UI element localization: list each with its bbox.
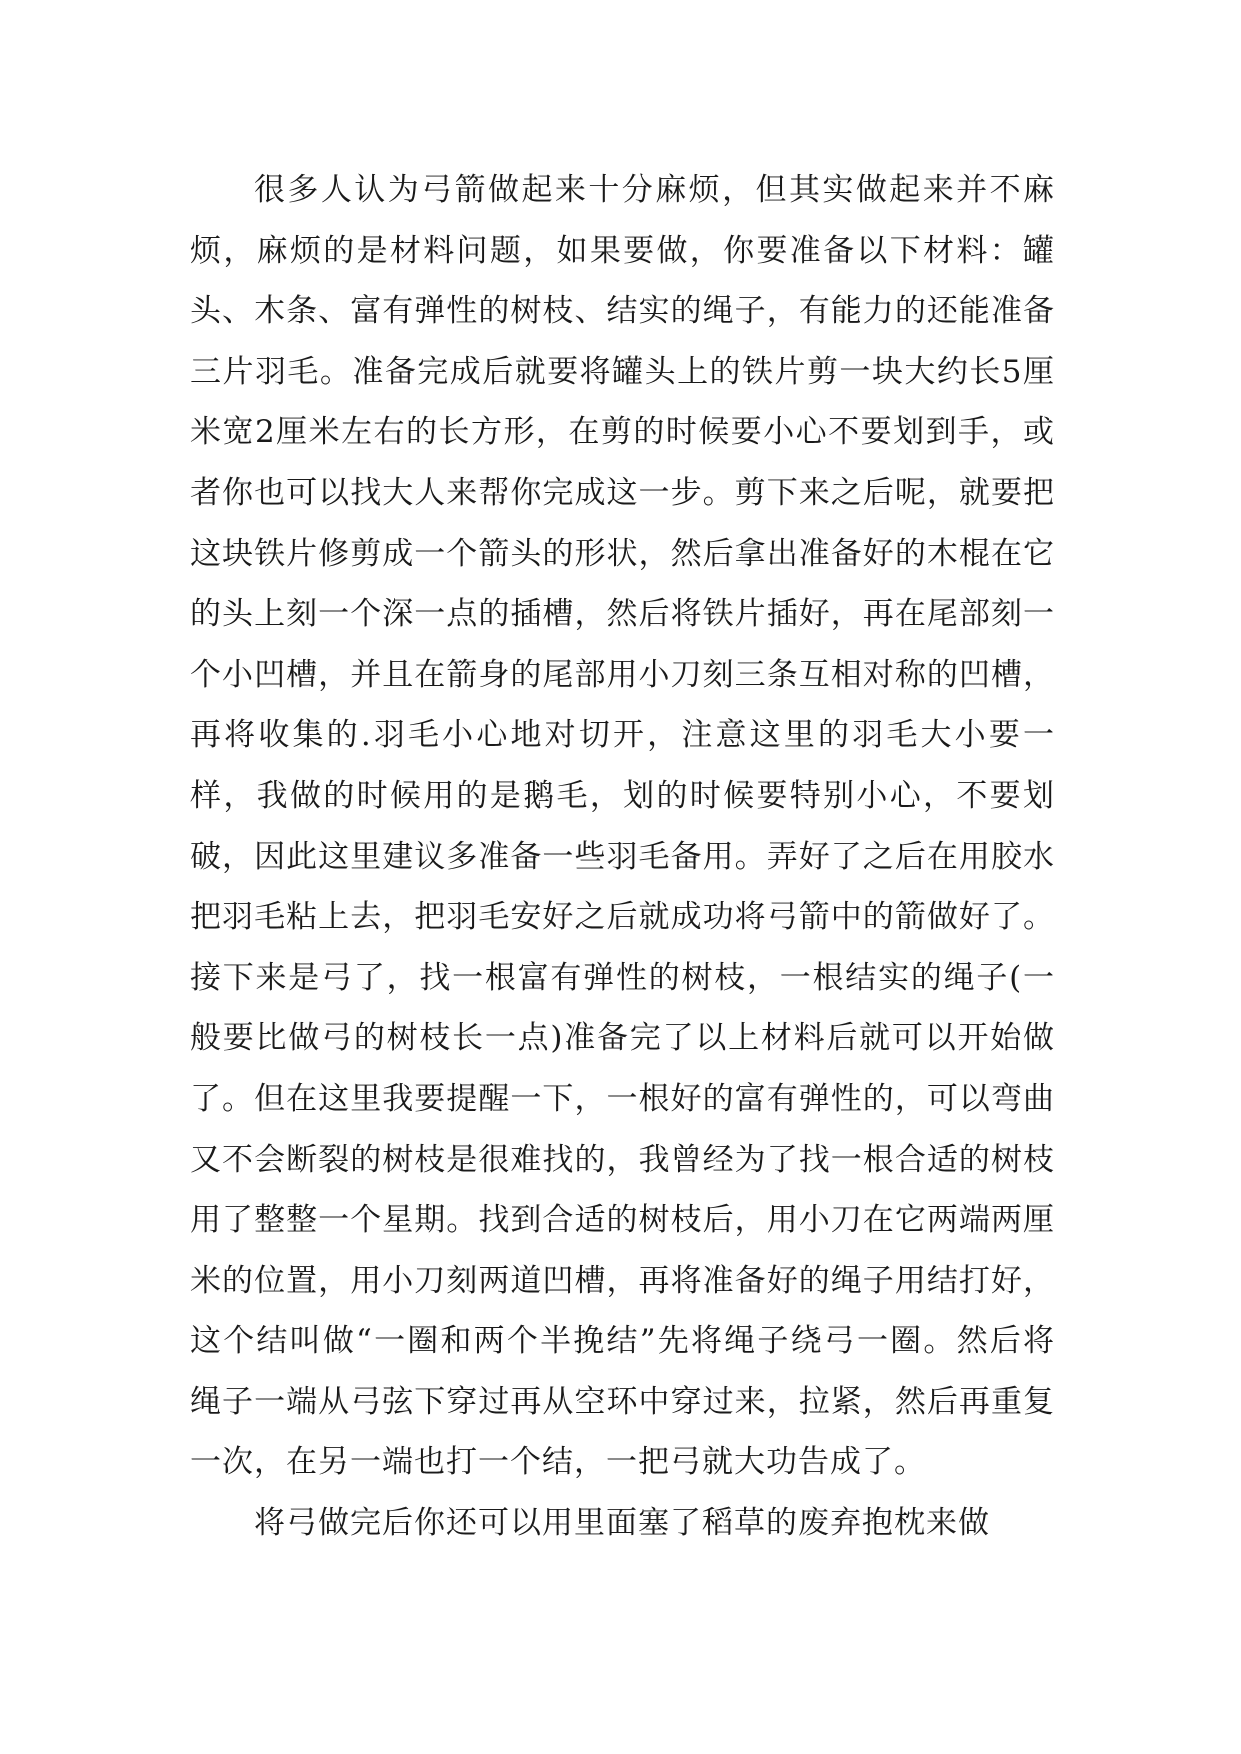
body-text [190,160,1055,1554]
paragraph-2: 将弓做完后你还可以用里面塞了稻草的废弃抱枕来做 [254,1505,990,1542]
paragraph-1: 很多人认为弓箭做起来十分麻烦，但其实做起来并不麻烦，麻烦的是材料问题，如果要做，你要准备以下材料：罐头、木条、富有弹性的树枝、结实的绳子，有能力的还能准备三片羽毛。准备完成后就要将罐头上的铁片剪一块大约长5厘米宽2厘米左右的长方形，在剪的时候要小心不要划到手，或者你也可以找大人来帮你完成这一步。剪下来之后呢，就要把这块铁片修剪成一个箭头的形状，然后拿出准备好的木棍在它的头上刻一个深一点的插槽，然后将铁片插好，再在尾部刻一个小凹槽，并且在箭身的尾部用小刀刻三条互相对称的凹槽，再将收集的.羽毛小心地对切开，注意这里的羽毛大小要一样，我做的时候用的是鹅毛，划的时候要特别小心，不要划破，因此这里建议多准备一些羽毛备用。弄好了之后在用胶水把羽毛粘上去，把羽毛安好之后就成功将弓箭中的箭做好了。接下来是弓了，找一根富有弹性的树枝，一根结实的绳子(一般要比做弓的树枝长一点)准备完了以上材料后就可以开始做了。但在这里我要提醒一下，一根好的富有弹性的，可以弯曲又不会断裂的树枝是很难找的，我曾经为了找一根合适的树枝用了整整一个星期。找到合适的树枝后，用小刀在它两端两厘米的位置，用小刀刻两道凹槽，再将准备好的绳子用结打好，这个结叫做“一圈和两个半挽结”先将绳子绕弓一圈。然后将绳子一端从弓弦下穿过再从空环中穿过来，拉紧，然后再重复一次，在另一端也打一个结，一把弓就大功告成了。 [190,172,1055,1481]
